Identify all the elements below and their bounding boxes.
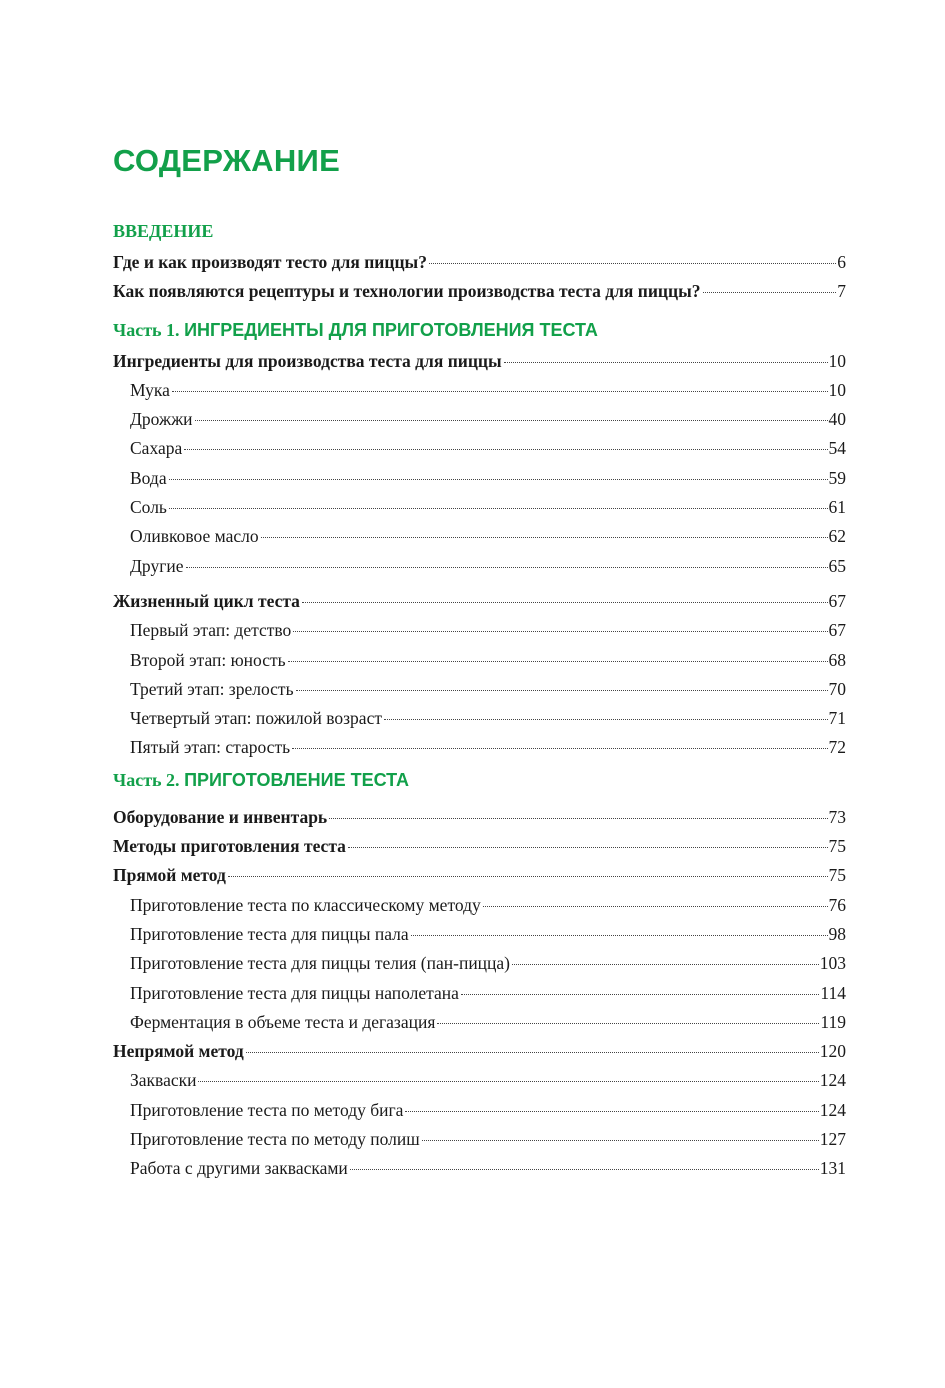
toc-entry-page: 6 xyxy=(837,252,846,272)
dot-leader xyxy=(169,471,828,480)
toc-entry[interactable] xyxy=(113,979,846,1008)
toc-entry[interactable] xyxy=(113,733,846,762)
toc-entry-page: 98 xyxy=(828,923,846,944)
toc-entry-page: 68 xyxy=(828,649,846,670)
section-heading-label: ВВЕДЕНИЕ xyxy=(113,221,214,241)
toc-entry-label: Ферментация в объеме теста и дегазация xyxy=(130,1011,436,1032)
dot-leader xyxy=(228,868,828,877)
toc-entry-page: 59 xyxy=(828,467,846,488)
toc-entry-page: 119 xyxy=(820,1011,846,1032)
toc-entry-page: 75 xyxy=(828,836,846,857)
dot-leader xyxy=(198,1073,818,1082)
toc-entry-label: Приготовление теста для пиццы наполетана xyxy=(130,982,459,1003)
dot-leader xyxy=(329,810,827,819)
dot-leader xyxy=(350,1161,819,1170)
dot-leader xyxy=(437,1015,819,1024)
toc-entry-page: 7 xyxy=(837,281,846,302)
toc-entry[interactable] xyxy=(113,949,846,978)
toc-entry-label: Вода xyxy=(130,467,167,488)
dot-leader xyxy=(512,956,819,965)
toc-entry[interactable] xyxy=(113,405,846,434)
toc-entry-page: 54 xyxy=(828,438,846,459)
section-heading-part-2[interactable] xyxy=(113,763,846,797)
dot-leader xyxy=(172,383,828,392)
toc-entry-label: Приготовление теста по методу полиш xyxy=(130,1129,420,1150)
toc-entry-page: 114 xyxy=(820,982,846,1003)
toc-entry-page: 40 xyxy=(828,409,846,430)
toc-entry[interactable] xyxy=(113,832,846,861)
dot-leader xyxy=(384,711,828,720)
toc-entry-page: 67 xyxy=(828,620,846,641)
toc-entry-page: 127 xyxy=(819,1129,846,1150)
toc-entry-label: Соль xyxy=(130,497,167,518)
toc-entry-label: Оборудование и инвентарь xyxy=(113,806,328,827)
toc-entry-label: Сахара xyxy=(130,438,183,459)
toc-entry-page: 103 xyxy=(819,953,846,974)
toc-entry[interactable] xyxy=(113,646,846,675)
dot-leader xyxy=(288,653,828,662)
dot-leader xyxy=(461,986,819,995)
toc-entry-page: 131 xyxy=(819,1158,846,1179)
toc-entry[interactable] xyxy=(113,675,846,704)
toc-entry[interactable] xyxy=(113,522,846,551)
toc-entry-page: 71 xyxy=(828,708,846,729)
toc-entry-label: Четвертый этап: пожилой возраст xyxy=(130,708,382,729)
toc-entry[interactable] xyxy=(113,1008,846,1037)
dot-leader xyxy=(195,412,828,421)
toc-entry-label: Дрожжи xyxy=(130,409,193,430)
toc-entry-label: Оливковое масло xyxy=(130,526,259,547)
toc-entry-label: Ингредиенты для производства теста для пиццы xyxy=(113,350,502,371)
table-of-contents xyxy=(113,214,846,1184)
dot-leader xyxy=(302,594,828,603)
dot-leader xyxy=(429,255,836,264)
toc-entry-page: 70 xyxy=(828,678,846,699)
toc-entry-page: 61 xyxy=(828,497,846,518)
section-heading-introduction[interactable] xyxy=(113,214,846,248)
dot-leader xyxy=(169,500,828,509)
toc-entry[interactable] xyxy=(113,861,846,890)
toc-entry[interactable] xyxy=(113,1096,846,1125)
toc-entry[interactable] xyxy=(113,1066,846,1095)
toc-entry-label: Непрямой метод xyxy=(113,1041,244,1062)
toc-entry-label: Мука xyxy=(130,379,170,400)
dot-leader xyxy=(422,1132,819,1141)
page-title: СОДЕРЖАНИЕ xyxy=(113,143,341,178)
dot-leader xyxy=(296,682,828,691)
toc-entry-page: 62 xyxy=(828,526,846,547)
toc-entry[interactable] xyxy=(113,616,846,645)
toc-entry-label: Жизненный цикл теста xyxy=(113,590,300,611)
dot-leader xyxy=(504,354,828,363)
toc-entry-page: 124 xyxy=(819,1099,846,1120)
dot-leader xyxy=(292,740,827,749)
section-heading-part-1[interactable] xyxy=(113,313,846,347)
toc-entry[interactable] xyxy=(113,347,846,376)
toc-entry[interactable] xyxy=(113,891,846,920)
toc-entry-page: 67 xyxy=(828,590,846,611)
toc-entry[interactable] xyxy=(113,248,846,277)
toc-entry-label: Приготовление теста для пиццы пала xyxy=(130,923,409,944)
dot-leader xyxy=(246,1044,819,1053)
toc-entry[interactable] xyxy=(113,493,846,522)
toc-entry-label: Приготовление теста по методу бига xyxy=(130,1099,404,1120)
dot-leader xyxy=(293,623,827,632)
toc-entry[interactable] xyxy=(113,587,846,616)
part-title: ПРИГОТОВЛЕНИЕ ТЕСТА xyxy=(184,769,410,790)
toc-entry[interactable] xyxy=(113,464,846,493)
toc-entry-label: Где и как производят тесто для пиццы? xyxy=(113,252,427,272)
part-number: Часть 1. xyxy=(113,319,180,340)
toc-entry-label: Третий этап: зрелость xyxy=(130,678,294,699)
toc-entry-page: 124 xyxy=(819,1070,846,1091)
toc-entry-label: Второй этап: юность xyxy=(130,649,286,670)
dot-leader xyxy=(405,1103,818,1112)
toc-entry-label: Закваски xyxy=(130,1070,197,1091)
part-number: Часть 2. xyxy=(113,769,180,790)
toc-entry-page: 65 xyxy=(828,555,846,576)
dot-leader xyxy=(703,284,837,293)
toc-entry-page: 10 xyxy=(828,350,846,371)
toc-entry-page: 73 xyxy=(828,806,846,827)
toc-entry-page: 76 xyxy=(828,894,846,915)
toc-entry-label: Пятый этап: старость xyxy=(130,737,291,758)
toc-entry-label: Методы приготовления теста xyxy=(113,836,346,857)
dot-leader xyxy=(483,898,828,907)
toc-entry-page: 75 xyxy=(828,865,846,886)
toc-entry-label: Первый этап: детство xyxy=(130,620,292,641)
toc-entry[interactable] xyxy=(113,704,846,733)
toc-entry-label: Работа с другими заквасками xyxy=(130,1158,348,1179)
toc-entry-label: Как появляются рецептуры и технологии производства теста для пиццы? xyxy=(113,281,701,302)
dot-leader xyxy=(184,441,827,450)
toc-entry-label: Приготовление теста по классическому методу xyxy=(130,894,481,915)
toc-entry-page: 72 xyxy=(828,737,846,758)
dot-leader xyxy=(261,529,828,538)
toc-entry[interactable] xyxy=(113,1037,846,1066)
toc-entry[interactable] xyxy=(113,1125,846,1154)
toc-entry-page: 10 xyxy=(828,379,846,400)
toc-entry[interactable] xyxy=(113,552,846,581)
toc-entry[interactable] xyxy=(113,920,846,949)
toc-entry-label: Приготовление теста для пиццы телия (пан-пицца) xyxy=(130,953,511,974)
dot-leader xyxy=(411,927,828,936)
toc-entry[interactable] xyxy=(113,803,846,832)
toc-entry[interactable] xyxy=(113,376,846,405)
toc-entry-label: Другие xyxy=(130,555,184,576)
toc-entry[interactable] xyxy=(113,277,846,306)
toc-entry-label: Прямой метод xyxy=(113,865,226,886)
dot-leader xyxy=(348,839,828,848)
toc-entry-page: 120 xyxy=(819,1041,846,1062)
part-title: ИНГРЕДИЕНТЫ ДЛЯ ПРИГОТОВЛЕНИЯ ТЕСТА xyxy=(184,319,598,340)
dot-leader xyxy=(186,559,828,568)
toc-entry[interactable] xyxy=(113,434,846,463)
toc-entry[interactable] xyxy=(113,1154,846,1183)
